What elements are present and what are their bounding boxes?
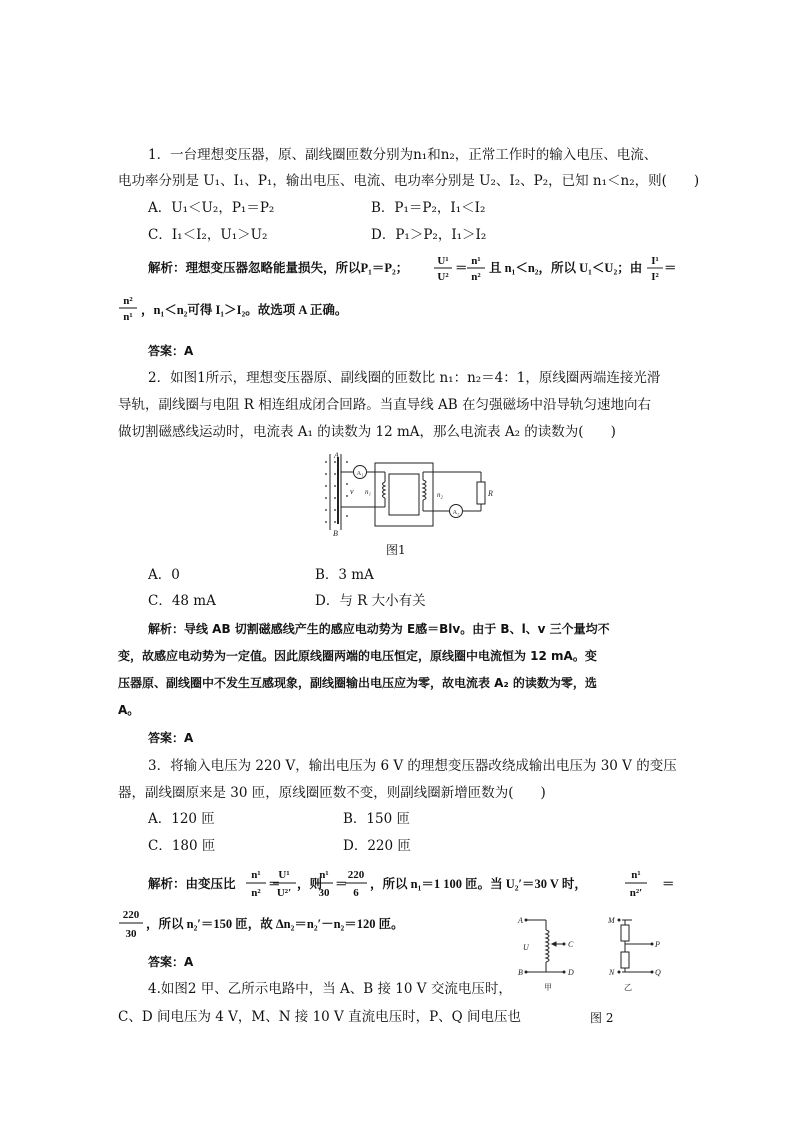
q1-frac3-num: I¹ (651, 255, 659, 267)
q1-option-d: D．P₁＞P₂，I₁＞I₂ (371, 227, 487, 243)
q1-frac4-den: n¹ (123, 311, 133, 322)
q3-option-c: C．180 匝 (148, 838, 216, 854)
q1-solution-text-a: 解析：理想变压器忽略能量损失，所以P₁＝P₂； (148, 261, 409, 275)
fig2-label-c: C (568, 940, 574, 949)
q3-frac3-den: 30 (318, 887, 330, 899)
fig2-caption-yi: 乙 (624, 983, 632, 992)
q3-eq1: ＝ (268, 877, 281, 891)
q2-stem-line1: 2．如图1所示，理想变压器原、副线圈的匝数比 n₁：n₂＝4：1，原线圈两端连接光滑 (148, 370, 661, 386)
q3-frac6-den: 30 (125, 928, 137, 940)
fig2-label-q: Q (655, 968, 661, 977)
fig1-label-b: B (333, 529, 338, 538)
q3-solution-text-b: ，则 (297, 877, 323, 891)
q2-solution-line1: 解析：导线 AB 切割磁感线产生的感应电动势为 E感＝Blv。由于 B、l、v 三个量均不 (148, 622, 610, 636)
q1-frac3-den: I² (651, 271, 659, 283)
q3-eq2: ＝ (335, 877, 348, 891)
q4-stem-line2: C、D 间电压为 4 V，M、N 接 10 V 直流电压时，P、Q 间电压也 (118, 1009, 522, 1025)
figure-2-caption: 图 2 (590, 1011, 614, 1025)
figure-2-circuits (512, 908, 692, 993)
q1-solution-text-c: ＝ (664, 261, 677, 275)
q3-option-b: B．150 匝 (343, 811, 410, 827)
fig2-label-a: A (518, 916, 523, 925)
fig2-label-d: D (568, 968, 574, 977)
fig2-label-u: U (523, 943, 529, 952)
fig2-label-n: N (609, 968, 615, 977)
q1-solution-text-d: ，n₁＜n₂可得 I₁＞I₂。故选项 A 正确。 (141, 303, 348, 317)
q3-frac1-den: n² (251, 887, 261, 899)
q1-eq1: ＝ (455, 261, 468, 275)
q1-solution-text-b: 且 n₁＜n₂，所以 U₁＜U₂；由 (489, 261, 643, 275)
fig1-label-r: R (488, 489, 493, 498)
fig2-label-m: M (608, 916, 615, 925)
q1-solution (0, 252, 794, 322)
q3-frac4-num: 220 (347, 869, 365, 881)
q2-stem-line3: 做切割磁感线运动时，电流表 A₁ 的读数为 12 mA，那么电流表 A₂ 的读数为( ) (118, 424, 616, 440)
q3-solution-text-a: 解析：由变压比 (148, 877, 236, 891)
q4-stem-line1: 4.如图2 甲、乙所示电路中，当 A、B 接 10 V 交流电压时， (148, 981, 512, 997)
q3-solution-text-e: ，所以 n₂′＝150 匝，故 Δn₂＝n₂′－n₂＝120 匝。 (146, 917, 404, 931)
q1-frac2-num: n¹ (471, 255, 481, 267)
q3-frac2-den: U²′ (276, 887, 292, 899)
q3-frac5-den: n²′ (629, 887, 643, 899)
q2-answer: 答案：A (148, 731, 194, 745)
q2-option-d: D．与 R 大小有关 (315, 593, 426, 609)
q2-option-a: A．0 (148, 567, 180, 583)
q3-stem-line2: 器，副线圈原来是 30 匝，原线圈匝数不变，则副线圈新增匝数为( ) (118, 785, 546, 801)
q2-solution-line4: A。 (118, 703, 140, 717)
q1-frac2-den: n² (471, 271, 481, 283)
q3-frac3-num: n¹ (319, 869, 329, 881)
q2-solution-line3: 压器原、副线圈中不发生互感现象，副线圈输出电压应为零，故电流表 A₂ 的读数为零，选 (118, 676, 597, 690)
q3-option-a: A．120 匝 (148, 811, 215, 827)
figure-1-caption: 图1 (386, 543, 406, 557)
fig1-label-v: v (350, 487, 354, 496)
q2-option-c: C．48 mA (148, 593, 216, 609)
fig1-label-n2: n₂ (437, 491, 443, 499)
fig1-label-n1: n₁ (365, 488, 371, 496)
q3-solution-text-c: ，所以 n₁＝1 100 匝。当 U₂′＝30 V 时， (370, 877, 587, 891)
q3-frac2-num: U¹ (278, 869, 290, 881)
q3-frac6-num: 220 (122, 909, 140, 921)
q1-option-b: B．P₁＝P₂，I₁＜I₂ (371, 200, 486, 216)
figure-1-transformer-circuit (323, 452, 503, 552)
fig1-label-a: A (334, 452, 339, 460)
q1-frac1-num: U¹ (437, 255, 449, 267)
q1-option-c: C．I₁＜I₂，U₁＞U₂ (148, 227, 268, 243)
q3-frac5-num: n¹ (631, 869, 641, 881)
q3-solution-text-d: ＝ (662, 877, 675, 891)
q2-solution-line2: 变，故感应电动势为一定值。因此原线圈两端的电压恒定，原线圈中电流恒为 12 mA。变 (118, 649, 597, 663)
q2-option-b: B．3 mA (315, 567, 374, 583)
q3-answer: 答案：A (148, 955, 194, 969)
fig1-ammeter-a2: A₂ (452, 509, 460, 516)
q3-frac1-num: n¹ (251, 869, 261, 881)
fig1-ammeter-a1: A₁ (356, 470, 364, 477)
q3-option-d: D．220 匝 (343, 838, 411, 854)
q3-stem-line1: 3．将输入电压为 220 V，输出电压为 6 V 的理想变压器改绕成输出电压为 30 V 的变压 (148, 758, 677, 774)
q1-stem-line2: 电功率分别是 U₁、I₁、P₁，输出电压、电流、电功率分别是 U₂、I₂、P₂，已知 n₁＜n₂，则( ) (118, 173, 700, 189)
q1-answer: 答案：A (148, 344, 194, 358)
q1-frac4-num: n² (123, 295, 133, 307)
fig2-caption-jia: 甲 (544, 983, 552, 992)
q1-frac1-den: U² (437, 271, 449, 283)
q1-option-a: A．U₁＜U₂，P₁＝P₂ (148, 200, 275, 216)
fig2-label-p: P (655, 940, 660, 949)
fig2-label-b: B (518, 968, 523, 977)
q3-frac4-den: 6 (353, 887, 359, 899)
q2-stem-line2: 导轨，副线圈与电阻 R 相连组成闭合回路。当直导线 AB 在匀强磁场中沿导轨匀速地向右 (118, 397, 651, 413)
q1-stem-line1: 1．一台理想变压器，原、副线圈匝数分别为n₁和n₂，正常工作时的输入电压、电流、 (148, 147, 658, 163)
